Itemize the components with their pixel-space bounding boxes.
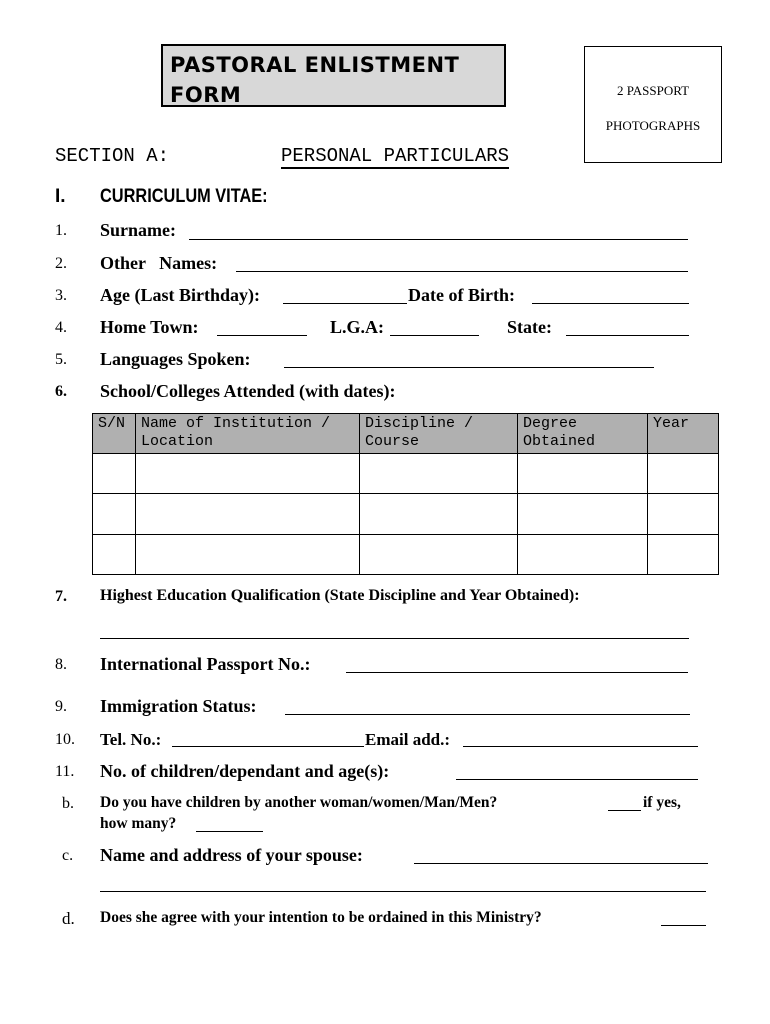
table-cell[interactable] <box>518 494 648 534</box>
table-row <box>93 454 719 494</box>
table-cell[interactable] <box>93 534 136 574</box>
other-children-label: Do you have children by another woman/women/Man/Men? <box>100 794 498 811</box>
table-cell[interactable] <box>360 494 518 534</box>
ordained-field[interactable] <box>661 925 706 926</box>
table-cell[interactable] <box>648 494 719 534</box>
table-row <box>93 494 719 534</box>
item-number: 1. <box>55 222 67 239</box>
item-number: 5. <box>55 351 67 368</box>
item-number: 4. <box>55 319 67 336</box>
item-letter: b. <box>62 795 74 812</box>
section-label: SECTION A: <box>55 145 170 167</box>
item-number: 8. <box>55 656 67 673</box>
home-town-field[interactable] <box>217 335 307 336</box>
age-label: Age (Last Birthday): <box>100 285 260 305</box>
highest-qualification-label: Highest Education Qualification (State Discipline and Year Obtained): <box>100 587 580 604</box>
item-number: 7. <box>55 588 67 605</box>
passport-photo-box[interactable] <box>584 46 722 163</box>
children-label: No. of children/dependant and age(s): <box>100 761 390 781</box>
item-number: 11. <box>55 763 75 780</box>
table-cell[interactable] <box>648 454 719 494</box>
schools-label: School/Colleges Attended (with dates): <box>100 381 396 401</box>
lga-label: L.G.A: <box>330 317 384 337</box>
col-header-institution: Name of Institution / Location <box>136 414 360 454</box>
table-header-row <box>93 414 719 454</box>
tel-field[interactable] <box>172 746 364 747</box>
passport-field[interactable] <box>346 672 688 673</box>
state-label: State: <box>507 317 552 337</box>
languages-field[interactable] <box>284 367 654 368</box>
item-number: 9. <box>55 698 67 715</box>
surname-field[interactable] <box>189 239 688 240</box>
photo-label-line1: 2 PASSPORT <box>616 83 690 98</box>
table-cell[interactable] <box>136 534 360 574</box>
immigration-label: Immigration Status: <box>100 696 257 716</box>
immigration-field[interactable] <box>285 714 690 715</box>
col-header-year: Year <box>648 414 719 454</box>
passport-label: International Passport No.: <box>100 654 311 674</box>
home-town-label: Home Town: <box>100 317 199 337</box>
form-title-line2: FORM <box>170 83 242 107</box>
spouse-label: Name and address of your spouse: <box>100 845 363 865</box>
ordained-label: Does she agree with your intention to be ordained in this Ministry? <box>100 909 542 926</box>
if-yes-label: if yes, <box>643 794 681 811</box>
table-cell[interactable] <box>518 454 648 494</box>
how-many-label: how many? <box>100 815 177 832</box>
how-many-field[interactable] <box>196 831 263 832</box>
item-number: 2. <box>55 255 67 272</box>
other-names-field[interactable] <box>236 271 688 272</box>
table-cell[interactable] <box>360 534 518 574</box>
state-field[interactable] <box>566 335 689 336</box>
table-cell[interactable] <box>360 454 518 494</box>
dob-field[interactable] <box>532 303 689 304</box>
photo-label-line2: PHOTOGRAPHS <box>605 118 701 133</box>
item-number: 6. <box>55 383 67 400</box>
age-field[interactable] <box>283 303 407 304</box>
table-cell[interactable] <box>93 494 136 534</box>
children-field[interactable] <box>456 779 698 780</box>
table-cell[interactable] <box>136 494 360 534</box>
item-letter: d. <box>62 909 75 928</box>
col-header-discipline: Discipline / Course <box>360 414 518 454</box>
form-title-line1: PASTORAL ENLISTMENT <box>170 53 460 77</box>
spouse-address-field[interactable] <box>100 891 706 892</box>
col-header-sn: S/N <box>93 414 136 454</box>
tel-label: Tel. No.: <box>100 730 162 749</box>
schools-table <box>92 413 719 575</box>
spouse-field[interactable] <box>414 863 708 864</box>
highest-qualification-field[interactable] <box>100 638 689 639</box>
dob-label: Date of Birth: <box>408 285 515 305</box>
col-header-degree: Degree Obtained <box>518 414 648 454</box>
lga-field[interactable] <box>390 335 479 336</box>
form-title <box>161 44 506 107</box>
subsection-title: CURRICULUM VITAE: <box>100 186 268 207</box>
item-number: 3. <box>55 287 67 304</box>
other-names-label: Other Names: <box>100 253 218 273</box>
table-cell[interactable] <box>648 534 719 574</box>
table-row <box>93 534 719 574</box>
other-children-field[interactable] <box>608 810 641 811</box>
table-cell[interactable] <box>518 534 648 574</box>
item-letter: c. <box>62 847 74 864</box>
email-label: Email add.: <box>365 730 451 749</box>
email-field[interactable] <box>463 746 698 747</box>
surname-label: Surname: <box>100 220 176 240</box>
item-number: 10. <box>55 731 75 748</box>
subsection-number: I. <box>55 186 66 207</box>
languages-label: Languages Spoken: <box>100 349 251 369</box>
table-cell[interactable] <box>93 454 136 494</box>
section-title: PERSONAL PARTICULARS <box>281 145 510 167</box>
table-cell[interactable] <box>136 454 360 494</box>
